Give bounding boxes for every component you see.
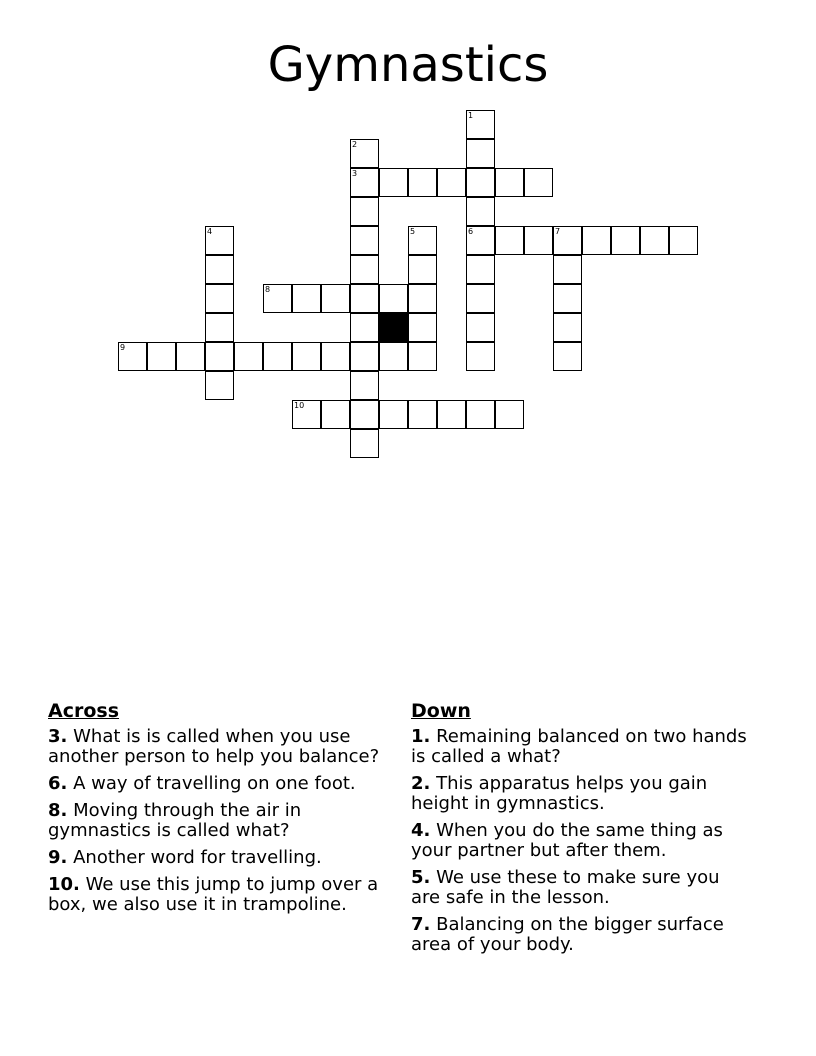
crossword-cell[interactable]	[379, 284, 408, 313]
crossword-cell[interactable]	[379, 342, 408, 371]
crossword-cell[interactable]	[118, 342, 147, 371]
crossword-cell[interactable]	[292, 342, 321, 371]
clue-across-3	[48, 727, 398, 767]
crossword-cell[interactable]	[350, 168, 379, 197]
clue-text: This apparatus helps you gain height in gymnastics.	[411, 773, 708, 814]
crossword-cell[interactable]	[205, 255, 234, 284]
crossword-cell[interactable]	[466, 226, 495, 255]
crossword-cell[interactable]	[408, 226, 437, 255]
crossword-cell[interactable]	[408, 400, 437, 429]
crossword-cell[interactable]	[350, 226, 379, 255]
crossword-cell[interactable]	[553, 313, 582, 342]
down-clues	[411, 700, 751, 962]
clue-text: What is is called when you use another person to help you balance?	[48, 726, 380, 767]
clue-number-label: 10	[294, 401, 305, 410]
clue-down-7	[411, 915, 751, 955]
clue-number: 7.	[411, 914, 431, 935]
crossword-cell[interactable]	[553, 342, 582, 371]
clue-number-label: 7	[555, 227, 561, 236]
crossword-cell[interactable]	[350, 429, 379, 458]
clue-number-label: 4	[207, 227, 213, 236]
across-clues	[48, 700, 398, 922]
crossword-grid	[0, 0, 816, 470]
clue-text: When you do the same thing as your partner but after them.	[411, 820, 723, 861]
clue-number-label: 3	[352, 169, 358, 178]
crossword-cell[interactable]	[466, 139, 495, 168]
clue-number: 5.	[411, 867, 431, 888]
down-heading: Down	[411, 700, 471, 722]
crossword-cell[interactable]	[292, 284, 321, 313]
crossword-cell[interactable]	[466, 342, 495, 371]
clue-number: 4.	[411, 820, 431, 841]
black-square	[379, 313, 408, 342]
clue-number-label: 5	[410, 227, 416, 236]
crossword-cell[interactable]	[234, 342, 263, 371]
clue-text: Another word for travelling.	[73, 847, 322, 868]
crossword-cell[interactable]	[466, 400, 495, 429]
crossword-cell[interactable]	[205, 342, 234, 371]
clue-text: Balancing on the bigger surface area of your body.	[411, 914, 724, 955]
crossword-cell[interactable]	[553, 255, 582, 284]
clue-down-2	[411, 774, 751, 814]
crossword-cell[interactable]	[205, 313, 234, 342]
clue-down-4	[411, 821, 751, 861]
crossword-cell[interactable]	[321, 400, 350, 429]
clue-number-label: 2	[352, 140, 358, 149]
crossword-cell[interactable]	[611, 226, 640, 255]
crossword-cell[interactable]	[379, 168, 408, 197]
crossword-cell[interactable]	[495, 226, 524, 255]
crossword-cell[interactable]	[437, 168, 466, 197]
crossword-cell[interactable]	[350, 400, 379, 429]
crossword-cell[interactable]	[408, 284, 437, 313]
crossword-cell[interactable]	[466, 255, 495, 284]
crossword-cell[interactable]	[640, 226, 669, 255]
clue-text: Moving through the air in gymnastics is called what?	[48, 800, 302, 841]
crossword-cell[interactable]	[524, 226, 553, 255]
crossword-cell[interactable]	[495, 168, 524, 197]
crossword-cell[interactable]	[466, 110, 495, 139]
clue-text: We use these to make sure you are safe in the lesson.	[411, 867, 720, 908]
crossword-cell[interactable]	[466, 197, 495, 226]
clue-number: 1.	[411, 726, 431, 747]
crossword-cell[interactable]	[205, 371, 234, 400]
crossword-cell[interactable]	[205, 226, 234, 255]
crossword-cell[interactable]	[466, 284, 495, 313]
crossword-cell[interactable]	[524, 168, 553, 197]
clue-number: 10.	[48, 874, 80, 895]
crossword-cell[interactable]	[379, 400, 408, 429]
clue-text: Remaining balanced on two hands is called a what?	[411, 726, 747, 767]
crossword-cell[interactable]	[466, 168, 495, 197]
crossword-cell[interactable]	[350, 284, 379, 313]
clue-across-9	[48, 848, 398, 868]
crossword-cell[interactable]	[408, 255, 437, 284]
crossword-cell[interactable]	[263, 284, 292, 313]
crossword-cell[interactable]	[350, 197, 379, 226]
puzzle-title: Gymnastics	[267, 37, 549, 93]
clue-text: A way of travelling on one foot.	[73, 773, 356, 794]
crossword-cell[interactable]	[408, 168, 437, 197]
crossword-cell[interactable]	[350, 342, 379, 371]
clue-down-5	[411, 868, 751, 908]
clue-number: 2.	[411, 773, 431, 794]
clue-number-label: 8	[265, 285, 271, 294]
crossword-cell[interactable]	[350, 255, 379, 284]
crossword-cell[interactable]	[466, 313, 495, 342]
crossword-cell[interactable]	[321, 284, 350, 313]
crossword-cell[interactable]	[495, 400, 524, 429]
clue-number-label: 1	[468, 111, 474, 120]
clue-number: 9.	[48, 847, 68, 868]
clue-across-10	[48, 875, 398, 915]
clue-number: 3.	[48, 726, 68, 747]
crossword-cell[interactable]	[205, 284, 234, 313]
clue-text: We use this jump to jump over a box, we also use it in trampoline.	[48, 874, 379, 915]
crossword-cell[interactable]	[350, 139, 379, 168]
clue-across-6	[48, 774, 398, 794]
crossword-cell[interactable]	[350, 313, 379, 342]
crossword-cell[interactable]	[350, 371, 379, 400]
clue-number: 8.	[48, 800, 68, 821]
crossword-cell[interactable]	[321, 342, 350, 371]
crossword-cell[interactable]	[147, 342, 176, 371]
clue-number-label: 9	[120, 343, 126, 352]
crossword-cell[interactable]	[437, 400, 466, 429]
clue-number-label: 6	[468, 227, 474, 236]
crossword-cell[interactable]	[292, 400, 321, 429]
crossword-cell[interactable]	[408, 313, 437, 342]
clue-across-8	[48, 801, 398, 841]
crossword-cell[interactable]	[408, 342, 437, 371]
clue-down-1	[411, 727, 751, 767]
crossword-cell[interactable]	[263, 342, 292, 371]
crossword-cell[interactable]	[553, 226, 582, 255]
crossword-cell[interactable]	[582, 226, 611, 255]
across-heading: Across	[48, 700, 120, 722]
clue-number: 6.	[48, 773, 68, 794]
crossword-cell[interactable]	[176, 342, 205, 371]
crossword-cell[interactable]	[669, 226, 698, 255]
crossword-cell[interactable]	[553, 284, 582, 313]
